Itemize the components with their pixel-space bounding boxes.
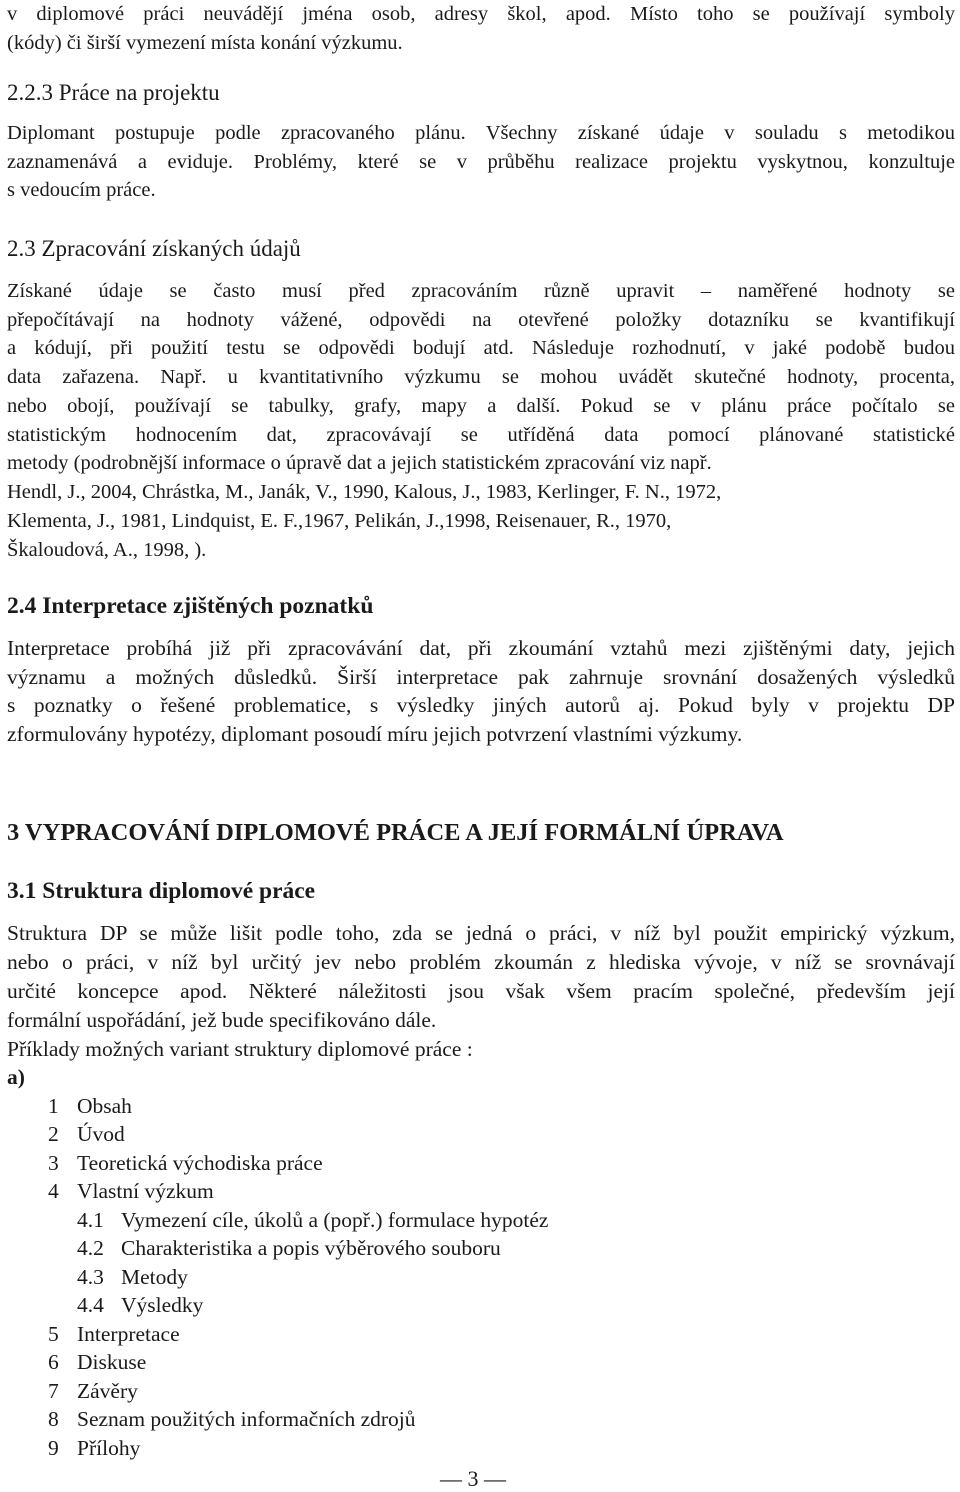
list-item-number: 7 xyxy=(48,1379,59,1403)
list-item-number: 3 xyxy=(48,1151,59,1175)
section-heading-2-2-3: 2.2.3 Práce na projektu xyxy=(7,80,220,105)
paragraph-line: s poznatky o řešené problematice, s výsledky jiných autorů aj. Pokud byly v projektu DP xyxy=(7,693,955,717)
list-item-number: 6 xyxy=(48,1350,59,1374)
list-item-label: Metody xyxy=(121,1265,188,1289)
paragraph-line: významu a možných důsledků. Širší interpretace pak zahrnuje srovnání dosažených výsledků xyxy=(7,665,955,689)
section-heading-3-1: 3.1 Struktura diplomové práce xyxy=(7,878,316,904)
paragraph-line: Příklady možných variant struktury diplomové práce : xyxy=(7,1037,473,1061)
list-item-label: Vymezení cíle, úkolů a (popř.) formulace hypotéz xyxy=(121,1208,549,1232)
paragraph-line: nebo o práci, v níž byl určitý jev nebo problém zkoumán z hlediska vývoje, v níž se srovnávají xyxy=(7,950,955,974)
paragraph-line: Struktura DP se může lišit podle toho, zda se jedná o práci, v níž byl použit empirický výzkum, xyxy=(7,921,955,945)
variant-label: a) xyxy=(7,1065,25,1089)
chapter-heading-3: 3 VYPRACOVÁNÍ DIPLOMOVÉ PRÁCE A JEJÍ FORMÁLNÍ ÚPRAVA xyxy=(7,819,784,846)
section-heading-2-3: 2.3 Zpracování získaných údajů xyxy=(7,236,301,261)
list-item-label: Interpretace xyxy=(77,1322,180,1346)
list-item-label: Vlastní výzkum xyxy=(77,1179,214,1203)
paragraph-line: Škaloudová, A., 1998, ). xyxy=(7,539,207,561)
page-number: — 3 — xyxy=(440,1466,506,1491)
list-item-label: Obsah xyxy=(77,1094,132,1118)
list-item-number: 1 xyxy=(48,1094,59,1118)
list-item-label: Přílohy xyxy=(77,1436,141,1460)
paragraph-line: přepočítávají na hodnoty vážené, odpovědi na otevřené položky dotazníku se kvantifikují xyxy=(7,309,955,331)
list-item-number: 8 xyxy=(48,1407,59,1431)
list-item-number: 4.1 xyxy=(77,1208,104,1232)
paragraph-line: určité koncepce apod. Některé náležitosti jsou však všem pracím společné, především její xyxy=(7,979,955,1003)
paragraph-line: Klementa, J., 1981, Lindquist, E. F.,1967, Pelikán, J.,1998, Reisenauer, R., 1970, xyxy=(7,510,672,532)
list-item-label: Seznam použitých informačních zdrojů xyxy=(77,1407,416,1431)
paragraph-line: v diplomové práci neuvádějí jména osob, adresy škol, apod. Místo toho se používají symboly xyxy=(7,3,955,25)
paragraph-line: (kódy) či širší vymezení místa konání výzkumu. xyxy=(7,32,403,54)
paragraph-line: data zařazena. Např. u kvantitativního výzkumu se mohou uvádět skutečné hodnoty, procenta, xyxy=(7,366,955,388)
list-item-number: 9 xyxy=(48,1436,59,1460)
list-item-label: Diskuse xyxy=(77,1350,147,1374)
paragraph-line: Získané údaje se často musí před zpracováním různě upravit – naměřené hodnoty se xyxy=(7,280,955,302)
list-item-number: 4.2 xyxy=(77,1236,104,1260)
paragraph-line: zformulovány hypotézy, diplomant posoudí míru jejich potvrzení vlastními výzkumy. xyxy=(7,722,743,746)
list-item-label: Úvod xyxy=(77,1122,125,1146)
list-item-label: Charakteristika a popis výběrového souboru xyxy=(121,1236,501,1260)
paragraph-line: Diplomant postupuje podle zpracovaného plánu. Všechny získané údaje v souladu s metodikou xyxy=(7,122,955,144)
list-item-label: Závěry xyxy=(77,1379,138,1403)
paragraph-line: metody (podrobnější informace o úpravě dat a jejich statistickém zpracování viz např. xyxy=(7,452,712,474)
paragraph-line: a kódují, při použití testu se odpovědi bodují atd. Následuje rozhodnutí, v jaké podobě budou xyxy=(7,337,955,359)
list-item-label: Teoretická východiska práce xyxy=(77,1151,323,1175)
paragraph-line: Interpretace probíhá již při zpracovávání dat, při zkoumání vztahů mezi zjištěnými daty, jejich xyxy=(7,636,955,660)
paragraph-line: statistickým hodnocením dat, zpracovávají se utříděná data pomocí plánované statistické xyxy=(7,424,955,446)
paragraph-line: Hendl, J., 2004, Chrástka, M., Janák, V., 1990, Kalous, J., 1983, Kerlinger, F. N., 1972, xyxy=(7,481,722,503)
list-item-label: Výsledky xyxy=(121,1293,204,1317)
list-item-number: 2 xyxy=(48,1122,59,1146)
list-item-number: 4.4 xyxy=(77,1293,104,1317)
paragraph-line: zaznamenává a eviduje. Problémy, které se v průběhu realizace projektu vyskytnou, konzultuje xyxy=(7,151,955,173)
section-heading-2-4: 2.4 Interpretace zjištěných poznatků xyxy=(7,593,374,619)
list-item-number: 4 xyxy=(48,1179,59,1203)
paragraph-line: nebo obojí, používají se tabulky, grafy, mapy a další. Pokud se v plánu práce počítalo se xyxy=(7,395,955,417)
paragraph-line: s vedoucím práce. xyxy=(7,179,156,201)
list-item-number: 5 xyxy=(48,1322,59,1346)
paragraph-line: formální uspořádání, jež bude specifikováno dále. xyxy=(7,1008,437,1032)
list-item-number: 4.3 xyxy=(77,1265,104,1289)
